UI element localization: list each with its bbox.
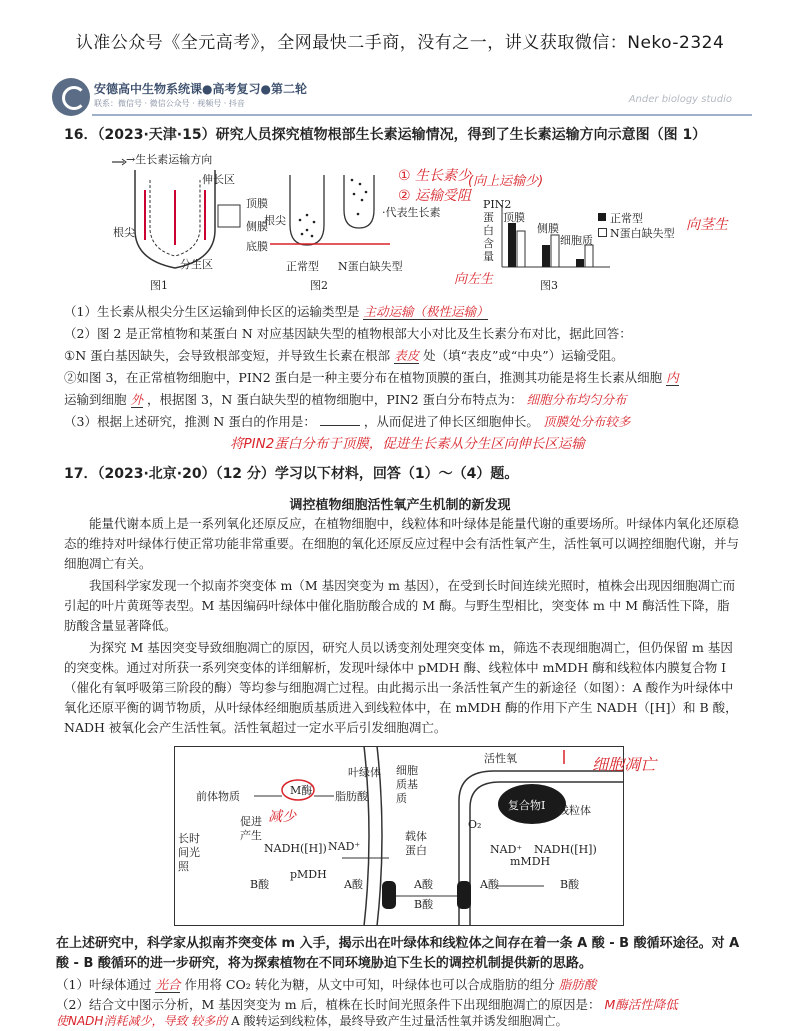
bar-lateral-mutant (551, 235, 559, 267)
q17-sub2: （2）结合文中图示分析，M 基因突变为 m 后，植株在长时间光照条件下出现细胞凋亡的原因是： M酶活性降低 (56, 997, 678, 1012)
root-mutant (344, 175, 374, 228)
hw-note-5: 向左生 (454, 272, 494, 287)
diagram-carrier: 载体蛋白 (405, 830, 427, 857)
diagram-nad-left: NAD⁺ (328, 840, 361, 853)
series-subtitle: 联系：微信号 · 微信公众号 · 视频号 · 抖音 (94, 99, 245, 108)
fig1-caption: 图1 (150, 279, 168, 292)
answer-16-2a: 表皮 (394, 348, 420, 363)
answer-17-2c: 较多的 (191, 1014, 228, 1028)
article-title: 调控植物细胞活性氧产生机制的新发现 (289, 498, 511, 513)
diagram-nadh-left: NADH([H]) (264, 842, 327, 855)
cell-inset (218, 205, 240, 227)
fig2-caption: 图2 (310, 279, 328, 292)
q16-sub1: （1）生长素从根尖分生区运输到伸长区的运输类型是 主动运输（极性运输） (64, 304, 489, 319)
fig2-label-mutant: N蛋白缺失型 (338, 260, 403, 273)
fig2-label-root-tip: 根尖 (264, 214, 286, 227)
diagram-long-light: 长时间光照 (178, 832, 200, 873)
root-normal (290, 175, 324, 245)
fig3-group-cytoplasm: 细胞质 (560, 234, 593, 247)
q17-title: 17．（2023·北京·20）（12 分）学习以下材料，回答（1）～（4）题。 (64, 466, 519, 482)
diagram-a-acid-2: A酸 (414, 878, 433, 891)
answer-16-2d: 细胞分布均匀分布 (526, 392, 627, 407)
brand-logo-icon (52, 78, 90, 116)
fig1-legend: →生长素运输方向 (126, 153, 213, 166)
fig2-label-normal: 正常型 (286, 260, 319, 273)
carrier-protein-right (457, 881, 471, 909)
answer-16-1: 主动运输（极性运输） (363, 304, 489, 319)
diagram-fatty-acid: 脂肪酸 (335, 790, 368, 803)
diagram-promote: 促进产生 (240, 815, 262, 842)
header-divider (92, 114, 752, 116)
article-paragraph-2: 我国科学家发现一个拟南芥突变体 m（M 基因突变为 m 基因），在受到长时间连续光照时，植株会出现因细胞凋亡而引起的叶片黄斑等表型。M 基因编码叶绿体中催化脂肪酸合成的 M 酶。与野生型相比，突变体 m 中 M 酶活性下降，脂肪酸含量显著降低。 (64, 578, 736, 633)
fig3-caption: 图3 (540, 279, 558, 292)
diagram-precursor: 前体物质 (196, 790, 240, 803)
bar-lateral-normal (542, 245, 550, 267)
diagram-ros: 活性氧 (484, 752, 517, 765)
diagram-complex-i: 复合物Ⅰ (508, 799, 546, 812)
q16-sub3: （3）根据上述研究，推测 N 蛋白的作用是： ，从而促进了伸长区细胞伸长。 顶膜处分布较多 (64, 414, 631, 429)
diagram-o2: O₂ (468, 818, 482, 831)
bar-apical-mutant (517, 231, 525, 267)
hw-cell-death: 细胞凋亡 (592, 755, 657, 774)
series-title: 安德高中生物系统课●高考复习●第二轮 (94, 82, 307, 96)
bar-apical-normal (508, 223, 516, 267)
fig1-label-apical-membrane: 顶膜 (246, 197, 268, 210)
fig3-legend-normal-swatch (598, 213, 606, 221)
fig1-label-basal-membrane: 底膜 (246, 240, 268, 253)
diagram-a-acid-1: A酸 (344, 878, 363, 891)
q17-conclusion: 在上述研究中，科学家从拟南芥突变体 m 入手，揭示出在叶绿体和线粒体之间存在着一条 A 酸 - B 酸循环途径。对 A 酸 - B 酸循环的进一步研究，将为探索植物在不同环境胁迫下生长的调控机制提供新的思路。 (56, 936, 740, 971)
series-header (52, 76, 752, 118)
fig3-y-label: PIN2蛋白含量 (483, 198, 512, 263)
diagram-nad-right: NAD⁺ (490, 843, 523, 856)
article-paragraph-1: 能量代谢本质上是一系列氧化还原反应，在植物细胞中，线粒体和叶绿体是能量代谢的重要场所。叶绿体内氧化还原稳态的维持对叶绿体行使正常功能非常重要。在细胞的氧化还原反应过程中会有活性氧产生，活性氧可以调控细胞代谢，并与细胞凋亡有关。 (64, 516, 740, 571)
diagram-b-acid-2: B酸 (414, 898, 434, 911)
fig1-label-root-tip: 根尖 (113, 226, 135, 239)
q17-sub2-cont: 使NADH消耗减少，导致 较多的 A 酸转运到线粒体，最终导致产生过量活性氧并诱发细胞凋亡。 (56, 1014, 568, 1028)
fig3-group-lateral: 侧膜 (537, 222, 559, 235)
diagram-chloroplast: 叶绿体 (348, 766, 381, 779)
diagram-m-enzyme: M酶 (290, 784, 313, 797)
answer-17-2a: M酶活性降低 (604, 997, 678, 1012)
fig3-legend-mutant-swatch (598, 228, 607, 237)
q16-sub2-2: ②如图 3，在正常植物细胞中，PIN2 蛋白是一种主要分布在植物顶膜的蛋白，推测其功能是将生长素从细胞 内 (64, 370, 679, 385)
fig3-legend-normal: 正常型 (610, 212, 643, 225)
hw-note-3: (向上运输少) (468, 174, 544, 189)
fig3-group-apical: 顶膜 (503, 211, 525, 224)
fig2-legend-auxin: ·代表生长素 (382, 206, 441, 219)
answer-16-3a: 顶膜处分布较多 (542, 414, 631, 429)
hw-note-4: 向茎生 (686, 217, 728, 233)
bar-cytoplasm-normal (576, 259, 584, 267)
carrier-protein-left (382, 881, 396, 909)
answer-17-1a: 光合 (155, 977, 181, 992)
q17-sub1: （1）叶绿体通过 光合 作用将 CO₂ 转化为糖，从文中可知，叶绿体也可以合成脂肪的组分 脂肪酸 (56, 977, 597, 992)
diagram-nadh-right: NADH([H]) (534, 843, 597, 856)
q16-sub2: （2）图 2 是正常植物和某蛋白 N 对应基因缺失型的植物根部大小对比及生长素分布对比，据此回答： (64, 326, 632, 341)
fig1-label-meristem: 分生区 (180, 258, 213, 271)
diagram-mitochondrion: 线粒体 (558, 804, 591, 817)
diagram-mmdh: mMDH (510, 855, 551, 868)
answer-17-1b: 脂肪酸 (558, 977, 597, 992)
article-paragraph-3: 为探究 M 基因突变导致细胞凋亡的原因，研究人员以诱变剂处理突变体 m，筛选不表现细胞凋亡，但仍保留 m 基因的突变株。通过对所获一系列突变体的详细解析，发现叶绿体中 pMDH 酶、线粒体中 mMDH 酶和线粒体内膜复合物 I（催化有氧呼吸第三阶段的酶）等均参与细胞凋亡过程。由此揭示出一条活性氧产生的新途径（如图）：A 酸作为叶绿体中氧化还原平衡的调节物质，从叶绿体经细胞质基质进入到线粒体中，在 mMDH 酶的作用下产生 NADH（[H]）和 B 酸，NADH 被氧化会产生活性氧。活性氧超过一定水平后引发细胞凋亡。 (64, 640, 738, 735)
diagram-cytoplasm: 细胞质基质 (396, 764, 418, 805)
q16-title: 16．（2023·天津·15）研究人员探究植物根部生长素运输情况，得到了生长素运输方向示意图（图 1） (64, 127, 707, 143)
hw-note-1: ① 生长素少 (398, 168, 472, 184)
q16-sub2-3: 运输到细胞 外 ，根据图 3，N 蛋白缺失型的植物细胞中，PIN2 蛋白分布特点为： 细胞分布均匀分布 (64, 392, 627, 407)
bar-cytoplasm-mutant (585, 245, 593, 267)
answer-16-2c: 外 (130, 392, 144, 407)
studio-name: Ander biology studio (628, 94, 732, 105)
diagram-b-acid-1: B酸 (250, 878, 270, 891)
figure-2 (270, 170, 390, 255)
answer-17-2b: 使NADH消耗减少，导致 (56, 1014, 188, 1028)
diagram-b-acid-3: B酸 (560, 878, 580, 891)
diagram-pmdh: pMDH (290, 868, 327, 881)
top-notice: 认准公众号《全元高考》，全网最快二手商，没有之一，讲义获取微信：Neko-2324 (75, 33, 725, 53)
hw-note-2: ② 运输受阻 (398, 188, 472, 204)
hw-reduce: 减少 (268, 809, 296, 825)
fig3-legend-mutant: N蛋白缺失型 (610, 227, 675, 240)
answer-16-3b: 将PIN2蛋白分布于顶膜，促进生长素从分生区向伸长区运输 (230, 436, 585, 452)
fig1-label-elongation: 伸长区 (202, 173, 235, 186)
diagram-a-acid-3: A酸 (480, 878, 499, 891)
fig1-label-lateral-membrane: 侧膜 (246, 220, 268, 233)
q16-sub2-1: ①N 蛋白基因缺失，会导致根部变短，并导致生长素在根部 表皮 处（填“表皮”或“中央”）运输受阻。 (64, 348, 624, 363)
answer-16-2b: 内 (666, 370, 679, 385)
